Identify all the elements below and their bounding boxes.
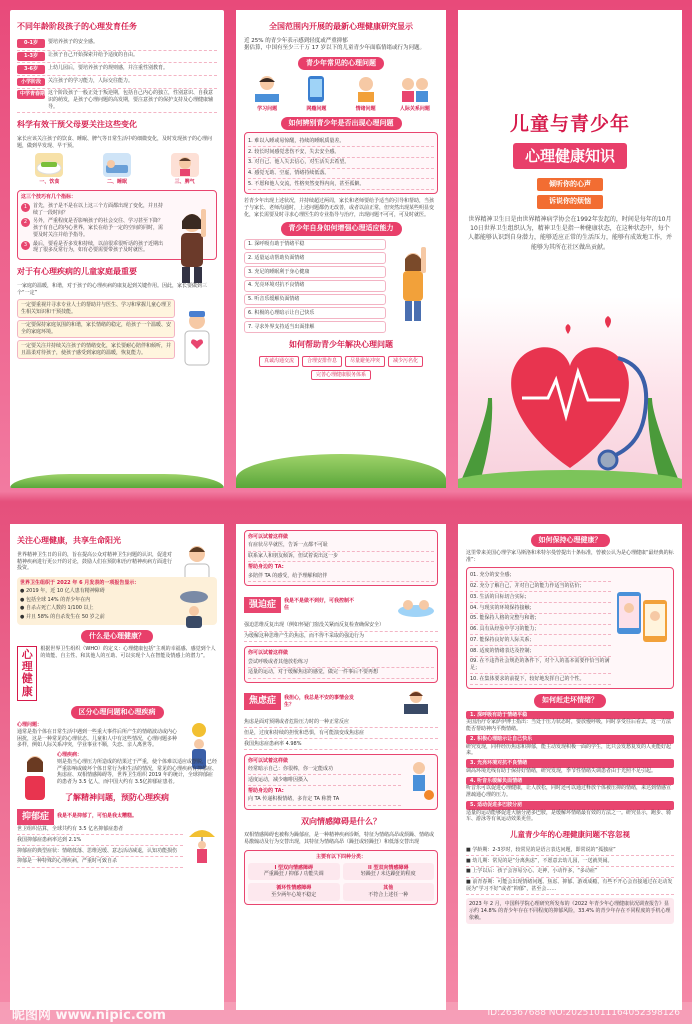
age-task-text: 让孩子自己开始探索并给予适度的自由。 <box>48 52 139 59</box>
common-problems-title: 青少年常见的心理问题 <box>298 57 384 70</box>
tip-item: 有症状尽早就医，告诉一点都不可耻 <box>248 541 434 552</box>
sunshine-title: 关注心理健康，共享生命阳光 <box>17 536 121 545</box>
panel-research <box>236 10 446 488</box>
diet-label: 一、饮食 <box>39 179 60 186</box>
depression-label: 抑郁症 <box>17 809 54 825</box>
issues-title: 儿童青少年的心理健康问题不容忽视 <box>510 830 630 840</box>
depression-sub: 我是不是抑郁了，可怕是我太糟糕。 <box>57 813 138 820</box>
judge-box <box>244 132 438 194</box>
temper-item <box>171 153 199 186</box>
tip-item: 尝试呼吸或者其他放松练习 <box>248 657 434 668</box>
learn-title: 了解精神问题，预防心理疾病 <box>65 792 169 802</box>
sleeping-child-icon <box>103 153 131 177</box>
ability-item: 3. 充足的睡眠利于身心健康 <box>244 266 386 278</box>
temper-label: 三、脾气 <box>174 179 195 186</box>
tip-row <box>21 203 164 217</box>
what-text: 根据世界卫生组织（WHO）的定义：心理健康包括“主观的幸福感、感觉到个人的效能、自主性、和其他人的互助、可以实现个人在智能及情感上的潜力”。 <box>40 646 216 659</box>
anxiety-fact: 焦虑是面对预期或者危险压力时的一种正常反应 <box>244 718 438 729</box>
ability-list <box>244 239 386 333</box>
change-icons <box>17 153 217 186</box>
emotion-problem-item <box>348 74 384 113</box>
tip-number: 3 <box>21 241 30 250</box>
ocd-label: 强迫症 <box>244 597 281 613</box>
doctor-illustration <box>177 309 217 369</box>
ability-item: 5. 听音乐缓解负面情绪 <box>244 294 386 306</box>
ability-item: 2. 适量运动帮助负面情绪 <box>244 252 386 264</box>
tip-item: 联系家人和朋友倾诉，但试着说出这一步 <box>248 552 434 563</box>
ocd-header <box>244 591 438 619</box>
must-text: 一定要保持家庭氛围的和谐，家长情绪的稳定，给孩子一个温暖、安全的家庭环境。 <box>21 322 172 336</box>
bipolar-type-name: 其他 <box>383 885 394 892</box>
stat-item: ● 自杀占死亡人数的 1/100 以上 <box>20 605 94 612</box>
tip-number: 2 <box>21 218 30 227</box>
relationship-problem-label: 人际关系问题 <box>399 106 430 113</box>
bipolar-type-card <box>248 863 340 881</box>
age-task-text: 关注孩子的学习能力，人际交往能力。 <box>48 77 134 84</box>
judge-item: 1. 难以入睡或易惊醒，持续的睡眠质量差。 <box>248 136 434 147</box>
watermark-right: ID:26367688 NO:20251011164052398126 <box>487 1008 680 1018</box>
bipolar-type-name: 循环性情感障碍 <box>276 885 312 892</box>
age-tag: 0-1岁 <box>17 39 45 48</box>
musts-block <box>17 299 217 359</box>
standard-item: 04. 与现实的环境保持接触； <box>470 603 611 614</box>
report-2023: 2023 年 2 月，中国科学院心理研究所发布的《2022 年青少年心理健康状况调查报告》显示约 14.8% 的青少年存在不同程度的抑郁风险，33.4% 的青少年存在不同程度的手机心理依赖。 <box>466 898 674 924</box>
grass-decoration <box>236 454 446 488</box>
umbrella-girl-icon <box>187 825 217 865</box>
way-item <box>466 801 674 823</box>
tip3-box <box>244 754 438 810</box>
depression-fact: 我国抑郁症患病率达到 2.1% <box>17 835 183 846</box>
judge-list <box>248 136 434 190</box>
way-desc: 调高环境光线有助于保持好情绪，研究发现，季节性情绪失调患者由于光照不足引起。 <box>466 767 657 774</box>
disease-block <box>17 752 217 786</box>
age-task-text: 要培养孩子的安全感。 <box>48 39 99 46</box>
standard-item: 07. 能保持良好的人际关系； <box>470 635 611 646</box>
standards-list <box>470 571 611 685</box>
phone-chat-illustration <box>613 586 671 656</box>
bipolar-type-desc: 严重躁狂 / 抑郁 / 功能失调 <box>263 871 324 878</box>
grass-decoration <box>10 474 224 488</box>
tip1-title: 你可以试着这样做 <box>248 534 289 540</box>
family-text: 一家庭的温暖，和谐，对于孩子的心理疾病的康复起到关键作用。因此，家长要做到三个“一定” <box>17 282 208 296</box>
bipolar-type-card <box>343 863 435 881</box>
way-item <box>466 759 674 775</box>
diff-title: 区分心理问题和心理疾病 <box>71 706 164 719</box>
issue-item: ■ 上学以后：孩子会容易分心、走神，小动作多，“多动症” <box>466 867 674 878</box>
tip3-title: 你可以试着这样做 <box>248 757 289 764</box>
standard-item: 03. 生活的目标切合实际； <box>470 592 611 603</box>
bipolar-type-desc: 至少两年心境不稳定 <box>271 891 317 898</box>
panel-disorders <box>236 524 446 1010</box>
slogan-2: 诉说你的烦恼 <box>537 195 603 208</box>
panel-keep-healthy <box>458 524 682 1010</box>
disease-label: 心理疾病： <box>57 752 83 759</box>
sad-person-raincloud-icon <box>174 589 214 629</box>
solve-pill: 真诚沟通交流 <box>259 356 299 367</box>
problem-label: 心理问题： <box>17 722 43 729</box>
tip2-title: 你可以试着这样做 <box>248 650 289 657</box>
depression-header <box>17 809 217 825</box>
solve-pills <box>244 356 438 381</box>
internet-problem-item <box>298 74 334 113</box>
depression-facts <box>17 825 183 868</box>
standard-item: 06. 具有从经验中学习的能力； <box>470 625 611 636</box>
solve-pill: 减少污名化 <box>388 356 423 367</box>
worried-woman-illustration <box>17 752 55 804</box>
ability-item: 6. 积极的心理暗示让自己快乐 <box>244 307 386 319</box>
family-title: 对于有心理疾病的儿童家庭最重要 <box>17 267 137 277</box>
way-title: 4. 听音乐缓解负面情绪 <box>466 777 674 786</box>
tips-box <box>17 190 217 260</box>
sad-child-icon <box>348 74 384 104</box>
watermark-left: 昵图网 www.nipic.com <box>12 1007 166 1023</box>
help-item: 向 TA 传递积极情绪，多肯定 TA 称赞 TA <box>248 795 401 806</box>
solve-pill: 合理安排作息 <box>302 356 342 367</box>
anxiety-label: 焦虑症 <box>244 693 281 709</box>
must-item <box>17 299 175 318</box>
types-grid <box>248 863 434 901</box>
tip-number: 1 <box>21 203 30 212</box>
diet-item <box>35 153 63 186</box>
types-box <box>244 850 438 905</box>
judge-item: 4. 感觉无助、空虚，情绪持续低落。 <box>248 169 434 180</box>
laptop-woman-icon <box>394 688 438 716</box>
keep-healthy-intro: 这里带来美国心理学家马斯洛和米特尔曼曾提出十条标准，曾被公认为是心理健康“最经典的标准”： <box>466 550 674 564</box>
must-text: 一定要重视并寻求专业人士的帮助并与医生、学习和掌握儿童心理卫生相关知识和干预技能。 <box>21 301 172 315</box>
disease-text: 则是指当心理压力所造成的结果过于严重，使个体难以适应或摆脱，已经严重影响或破坏个体日常行为和生活的情况，常见的心理疾病有抑郁症、焦虑症、双相情感障碍等，世界卫生组织 2019 年的统计，全球抑郁症的患者为 3.5 亿人，而中国大约有 3.5亿抑郁症患者。 <box>57 758 218 786</box>
help1-title: 帮助身边的 TA: <box>248 564 284 571</box>
ability-item: 7. 寻求外界支持适当出面排解 <box>244 321 386 333</box>
way-desc: 听音乐可以促进心理健康，让人放松，同时还可以通过释放个体被压抑的情绪，来达到情感宣泄疏通心理的压力。 <box>466 785 672 799</box>
judge-item: 5. 不愿和他人交流，性格突然变得内向，甚至孤僻。 <box>248 179 434 190</box>
depression-fact: 抑郁是一种特殊的心理疾病，严重时可致自杀 <box>17 857 183 868</box>
emotion-problem-label: 情绪问题 <box>355 106 376 113</box>
depression-block <box>17 825 217 868</box>
tip-text: 首先，孩子是不是在以上这三个方面都出现了变化，并且持续了一段时间？ <box>33 202 164 216</box>
age-task-list <box>17 38 217 113</box>
way-title: 5. 适动促进多巴胺分泌 <box>466 801 674 810</box>
bipolar-type-name: I 型双向情感障碍 <box>274 864 314 871</box>
bipolar-title: 双向情感障碍是什么？ <box>301 816 381 826</box>
age-tasks-title: 不同年龄阶段孩子的心理发育任务 <box>17 22 137 31</box>
help-item: 多陪伴 TA 的感受，给予理解和陪伴 <box>248 571 434 582</box>
standard-item: 09. 在不违背社会规范的条件下，对个人的基本需要作恰当的满足； <box>470 657 611 675</box>
issue-item: ■ 学龄期：2-3岁时，较常见的是语言表达问题，即常说的“孤独症” <box>466 845 674 856</box>
types-title: 主要有以下四种分类： <box>315 853 366 860</box>
way-desc: 美国治疗专家萨伊博士指出：当处于压力状态时，要放慢呼吸，同时享受往后看去，这一方法能否帮助神内平衡情绪。 <box>466 719 672 733</box>
tip-item: 适度运动，减少咖啡因摄入 <box>248 775 401 786</box>
panel-cover <box>458 10 682 488</box>
bad-mood-title: 如何赶走坏情绪？ <box>534 694 606 707</box>
tip2-box <box>244 646 438 682</box>
anxiety-header <box>244 688 438 716</box>
age-task-row <box>17 63 217 76</box>
sleep-label: 二、睡眠 <box>106 179 127 186</box>
research-text-2: 据估算，中国有至少三千万 17 岁以下的儿童青少年面临情绪或行为问题。 <box>244 45 425 52</box>
judge-title: 如何辨别青少年是否出现心理问题 <box>281 117 402 130</box>
solve-pill: 完善心理健康服务体系 <box>311 370 371 381</box>
report-title: 世界卫生组织于 2022 年 6 月发表的一项报告显示： <box>20 580 140 587</box>
issue-item: ■ 前青春期：可能会出现情绪问题、焦虑、抑郁、游戏成瘾，有些不开心会直接通过在走动发展为“学习不好”或者“抑郁”，甚至会…… <box>466 878 674 896</box>
standard-item: 02. 充分了解自己，并对自己的能力作适当的估价； <box>470 582 611 593</box>
tip-text: 另外，严重程度是否影响孩子的社会交往、学习甚至下降？孩子有自己的内心世界，家长在给予一定的空间的同时，需要及时关注并给予指导。 <box>33 218 164 238</box>
way-item <box>466 711 674 733</box>
standard-item: 10. 在集体要求的前提下，较好地发挥自己的个性。 <box>470 674 611 685</box>
standard-item: 08. 适度的情绪表达及控制； <box>470 646 611 657</box>
keep-healthy-title: 如何保持心理健康？ <box>531 534 610 547</box>
age-task-row <box>17 51 217 64</box>
research-title: 全国范围内开展的最新心理健康研究显示 <box>269 22 413 31</box>
age-tag: 中学青春期 <box>17 90 45 99</box>
ability-title: 青少年自身如何增强心理适应能力 <box>281 222 402 235</box>
panel-age-tasks <box>10 10 224 488</box>
must-item <box>17 340 175 359</box>
cover-intro: 世界精神卫生日是由世界精神病学协会在1992年发起的，时间是每年的10月10日世界卫生组织认为，精神卫生是指一种健康状态，在这种状态中，每个人都能够认识到自身潜力，能够适应正常的生活压力，能够有成效地工作，并能够为其所在社区做出贡献。 <box>468 215 673 251</box>
ability-item: 1. 深呼吸有助于情绪平稳 <box>244 239 386 251</box>
age-tag: 1-3岁 <box>17 52 45 61</box>
stat-item: ● 2019 年，近 10 亿人患有精神障碍 <box>20 587 105 594</box>
relationship-problem-item <box>397 74 433 113</box>
phone-addiction-icon <box>298 74 334 104</box>
tips-title: 这三个技巧有几个指标： <box>21 194 77 201</box>
judge-item: 3. 对自己、他人失去信心，对生活失去希望。 <box>248 158 434 169</box>
depression-fact: 世卫组织估算，全球共约有 3.5 亿名抑郁症患者 <box>17 825 183 836</box>
age-task-row <box>17 89 217 113</box>
intervene-title: 科学有效干预父母要关注这些变化 <box>17 120 137 130</box>
intro-text: 世界精神卫生日的目的，旨在提高公众对精神卫生问题的认识，促进对精神疾病进行更公开的讨论，鼓励人们在预防和治疗精神疾病方面进行投资。 <box>17 551 173 572</box>
problem-text: 通常是指个体在日常生活中遇到一些重大事件后所产生的情绪波动或内心困扰，这是一种常见的心理状态。儿童和人中有这些情况，心理问题多种多样，例如人际关系冲突，学业事业不顺，失恋、亲人离世等。 <box>17 728 178 749</box>
age-tag: 小学阶段 <box>17 78 45 87</box>
stats-list <box>20 587 173 622</box>
issue-item: ■ 幼儿期：常见的是“分离焦虑”，不愿意去幼儿园，一送就哭闹。 <box>466 856 674 867</box>
bipolar-type-name: II 型双向情感障碍 <box>368 864 409 871</box>
ocd-fact: 强迫思维反复出现（例如怀疑门窗没关紧而反复检查确保安全） <box>244 621 438 632</box>
way-item <box>466 735 674 757</box>
study-problem-label: 学习问题 <box>257 106 278 113</box>
watermark-bar <box>0 1002 692 1024</box>
age-task-text: 这个阶段孩子一般正处于叛逆期，包括自己内心的独立，性别意识、自我意识的萌发，是孩子心理问题的高发期，要注意孩子的保护支持及心理健康辅导。 <box>48 90 214 110</box>
study-problem-item <box>249 74 285 113</box>
internet-problem-label: 网瘾问题 <box>306 106 327 113</box>
standard-item: 05. 能保持人格的完整与和谐； <box>470 614 611 625</box>
age-task-row <box>17 38 217 51</box>
heart-stethoscope-illustration <box>458 288 682 488</box>
tip-row <box>21 218 164 238</box>
ability-block <box>244 239 438 333</box>
age-task-row <box>17 76 217 89</box>
ways-list <box>466 711 674 824</box>
girl-stretching-illustration <box>388 245 438 325</box>
solve-title: 如何帮助青少年解决心理问题 <box>289 339 393 349</box>
anxiety-fact: 但是，过度和持续的担忧和恐惧，有可能演变成焦虑症 <box>244 728 438 739</box>
problem-block <box>17 722 217 749</box>
basketball-boy-icon <box>403 759 435 803</box>
way-title: 1. 深呼吸有助于情绪平稳 <box>466 711 674 720</box>
must-text: 一定要关注并持续关注孩子的情绪变化，家长要耐心陪伴和倾听，并且温柔对待孩子，使孩子感受到家庭的温暖，恢复能力。 <box>21 342 172 356</box>
food-bowl-icon <box>35 153 63 177</box>
handwashing-icon <box>394 591 438 619</box>
girl-raising-hand-illustration <box>168 205 212 285</box>
bipolar-type-card <box>248 883 340 901</box>
age-tag: 3-6岁 <box>17 65 45 74</box>
help3-title: 帮助身边的 TA: <box>248 788 284 794</box>
what-title: 什么是心理健康？ <box>81 630 153 643</box>
research-text-1: 近 25% 的青少年表示感到轻度或严重抑郁 <box>244 37 348 44</box>
depression-fact: 抑郁症的典型症状：情绪低落、思维迟缓、意志活动减退，认知功能损伤 <box>17 846 183 857</box>
way-item <box>466 777 674 799</box>
must-item <box>17 320 175 339</box>
two-children-icon <box>397 74 433 104</box>
tip-item: 经常暗示自己：你很棒，你一定能成功 <box>248 765 401 776</box>
what-block <box>17 646 217 700</box>
way-title: 2. 积极心理暗示让自己快乐 <box>466 735 674 744</box>
issues-list <box>466 845 674 895</box>
stat-item: ● 包括全球 14% 的青少年在内 <box>20 596 91 603</box>
judge-item: 2. 较长时间感觉悲伤不安，失去安全感。 <box>248 147 434 158</box>
intro-block <box>17 552 217 572</box>
intervene-text: 家长应该关注孩子的饮食、睡眠、脾气等日常生活中的细微变化，及时发现孩子的心理问题，做到早发现、早干预。 <box>17 135 213 149</box>
way-desc: 研究发现，同样经历焦虑和抑郁，能主动发现积极一面的学生，比只会发愁复发的人更能好起来。 <box>466 743 672 757</box>
solve-pill: 尽量避免冲突 <box>345 356 385 367</box>
anxiety-fact: 我国焦虑症患病率 4.98% <box>244 739 438 750</box>
cover-title-2: 心理健康知识 <box>513 143 627 169</box>
ocd-fact: 为缓解这种思维产生的焦虑，而不得不采取的强迫行为 <box>244 632 438 643</box>
bipolar-text: 双相情感障碍也被称为躁郁症，是一种精神疾病诊断，特征为情绪高昂或烦躁、情绪或易激煽动及行为交替出现，其特征为情绪高昂（躁狂或轻躁狂）和低落交替出现 <box>244 832 435 846</box>
standard-item: 01. 充分的安全感； <box>470 571 611 582</box>
cover-title-1: 儿童与青少年 <box>509 113 630 135</box>
tip1-box <box>244 530 438 586</box>
age-task-text: 上幼儿园后，要培养孩子的规则感，并注重性别教育。 <box>48 64 169 71</box>
anxiety-sub: 我担心，我总是不安的事情会发生？ <box>284 694 355 708</box>
standards-box <box>466 567 674 689</box>
slogan-1: 倾听你的心声 <box>537 178 603 191</box>
sleep-item <box>103 153 131 186</box>
ability-item: 4. 光亮环境对抗不良情绪 <box>244 280 386 292</box>
angry-child-icon <box>171 153 199 177</box>
what-label: 心理健康 <box>17 646 37 700</box>
who-report-box <box>17 577 217 625</box>
ocd-sub: 我是不是做不到好，可我控制不住 <box>284 598 355 611</box>
stat-item: ● 并且 58% 的自杀发生在 50 岁之前 <box>20 614 105 621</box>
way-title: 3. 光亮环境对抗不良情绪 <box>466 759 674 768</box>
tip-text: 最后，要看是否多发和持续，以前很乖很听话的孩子近期出现了很多反常行为，如有必要需要带孩子及时就医。 <box>33 240 164 254</box>
musts-list <box>17 299 175 359</box>
panel-mental-health <box>10 524 224 1010</box>
bipolar-type-desc: 不符合上述任一种 <box>368 891 409 898</box>
bipolar-type-card <box>343 883 435 901</box>
bipolar-type-desc: 轻躁狂 / 未达躁狂的程度 <box>360 871 416 878</box>
common-problems-icons <box>244 74 438 113</box>
way-desc: 适量的运动能够促进大脑分泌多巴胺，是缓解坏情绪最有效的方法之一。研究显示，跑步、骑车、游泳等有氧运动效果更佳。 <box>466 809 672 823</box>
study-icon <box>249 74 285 104</box>
tip-item: 适量的运动，对于缓解焦虑的感觉，做完一件事后不要再想 <box>248 668 434 679</box>
tip-row <box>21 241 164 255</box>
tips-list <box>21 203 164 254</box>
judge-note: 若青少年出现上述状况，并持续超过两周，家长和老师要给予适当的引导和帮助，当孩子与家长、老师沟通时，上述问题都仍无改善，或者以前正常，但突然出现某些明显变化，家长需要及时寻求心理医生的专业指导与治疗，出现问题不可可，可及时就医。 <box>244 198 435 218</box>
